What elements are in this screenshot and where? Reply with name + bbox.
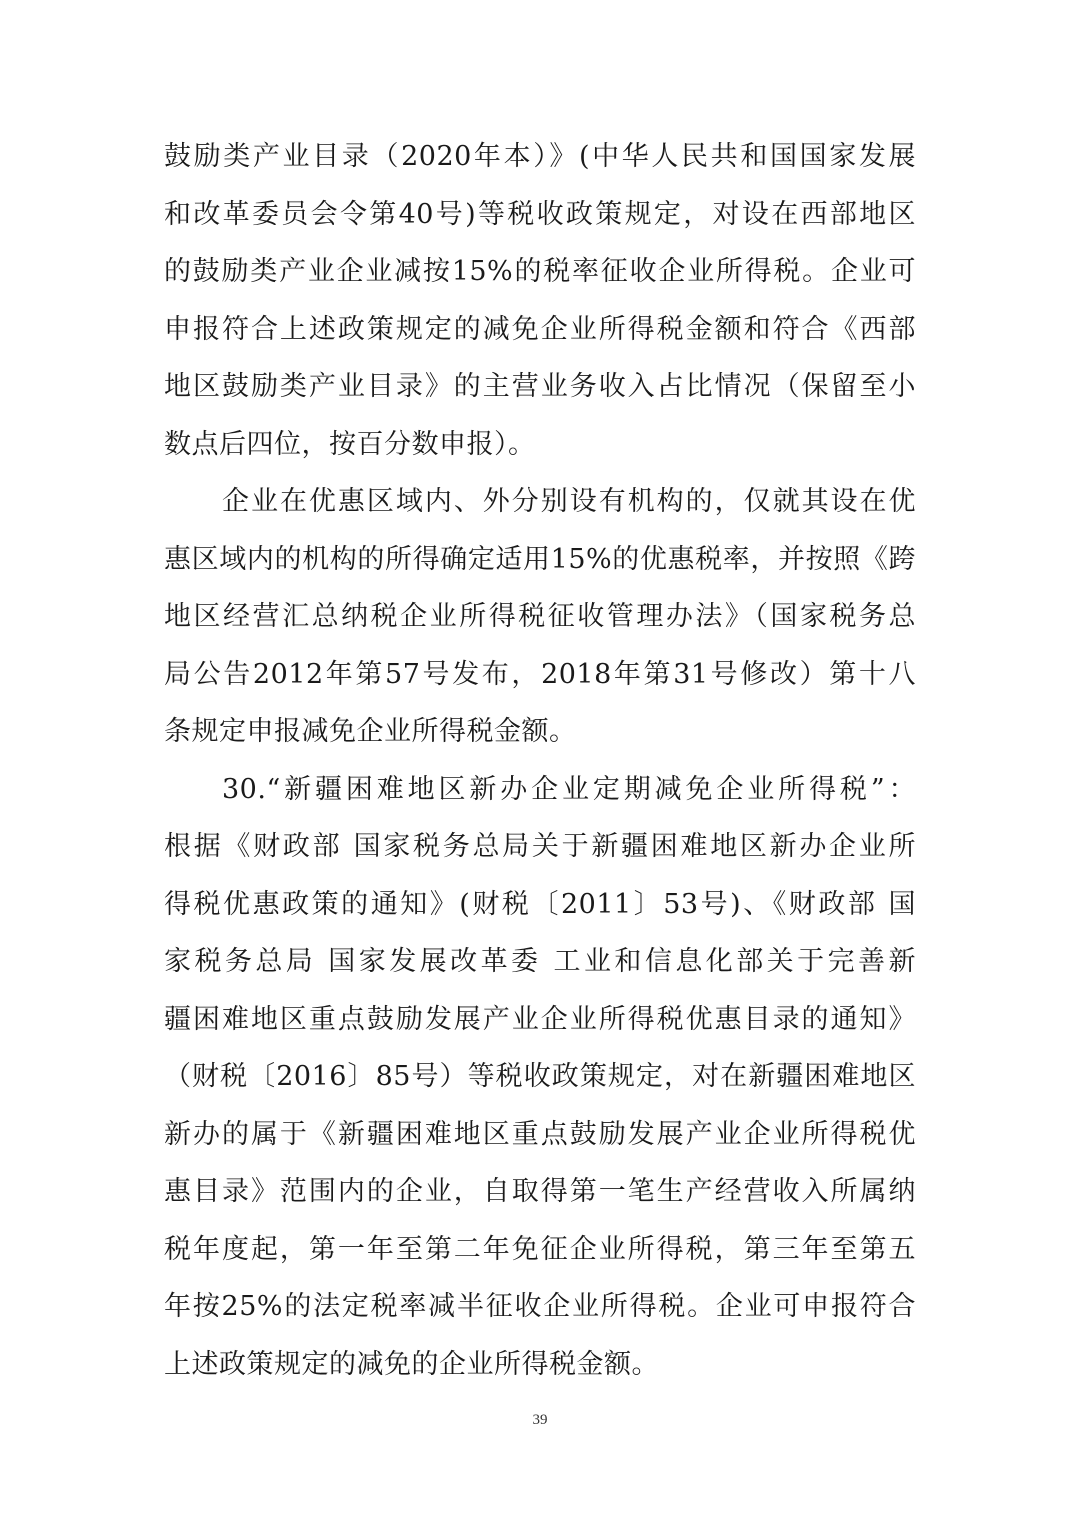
text-line: 上述政策规定的减免的企业所得税金额。 xyxy=(164,1348,659,1380)
text-line: 税年度起，第一年至第二年免征企业所得税，第三年至第五 xyxy=(164,1233,916,1265)
text-line: 条规定申报减免企业所得税金额。 xyxy=(164,716,577,747)
page-number: 39 xyxy=(532,1412,548,1428)
text-line: 申报符合上述政策规定的减免企业所得税金额和符合《西部 xyxy=(164,313,916,345)
text-line: 疆困难地区重点鼓励发展产业企业所得税优惠目录的通知》 xyxy=(164,1003,916,1035)
text-line: （财税〔2016〕85号）等税收政策规定，对在新疆困难地区 xyxy=(164,1061,916,1092)
text-line: 惠目录》范围内的企业，自取得第一笔生产经营收入所属纳 xyxy=(164,1176,916,1207)
text-line: 企业在优惠区域内、外分别设有机构的，仅就其设在优 xyxy=(222,486,916,517)
text-line: 年按25%的法定税率减半征收企业所得税。企业可申报符合 xyxy=(164,1291,916,1322)
text-line: 家税务总局 国家发展改革委 工业和信息化部关于完善新 xyxy=(164,946,916,977)
text-line: 和改革委员会令第40号)等税收政策规定，对设在西部地区 xyxy=(164,198,916,230)
paragraph-item-30-xinjiang xyxy=(164,761,916,1394)
text-line: 的鼓励类产业企业减按15%的税率征收企业所得税。企业可 xyxy=(164,256,916,287)
paragraph-western-region-continued xyxy=(164,128,916,473)
text-line: 数点后四位，按百分数申报）。 xyxy=(164,428,536,460)
text-line: 地区鼓励类产业目录》的主营业务收入占比情况（保留至小 xyxy=(164,371,916,402)
text-line: 惠区域内的机构的所得确定适用15%的优惠税率，并按照《跨 xyxy=(164,543,916,575)
item-30-heading: 30.“新疆困难地区新办企业定期减免企业所得税”： xyxy=(222,773,916,805)
text-line: 得税优惠政策的通知》(财税〔2011〕53号)、《财政部 国 xyxy=(164,888,916,920)
paragraph-preferential-region-institutions xyxy=(164,473,916,761)
text-line: 地区经营汇总纳税企业所得税征收管理办法》（国家税务总 xyxy=(164,601,916,632)
text-line: 新办的属于《新疆困难地区重点鼓励发展产业企业所得税优 xyxy=(164,1118,916,1150)
text-line: 鼓励类产业目录（2020年本）》(中华人民共和国国家发展 xyxy=(164,141,916,172)
body-text xyxy=(164,128,916,1393)
text-line: 根据《财政部 国家税务总局关于新疆困难地区新办企业所 xyxy=(164,831,916,862)
text-line: 局公告2012年第57号发布，2018年第31号修改）第十八 xyxy=(164,658,916,690)
